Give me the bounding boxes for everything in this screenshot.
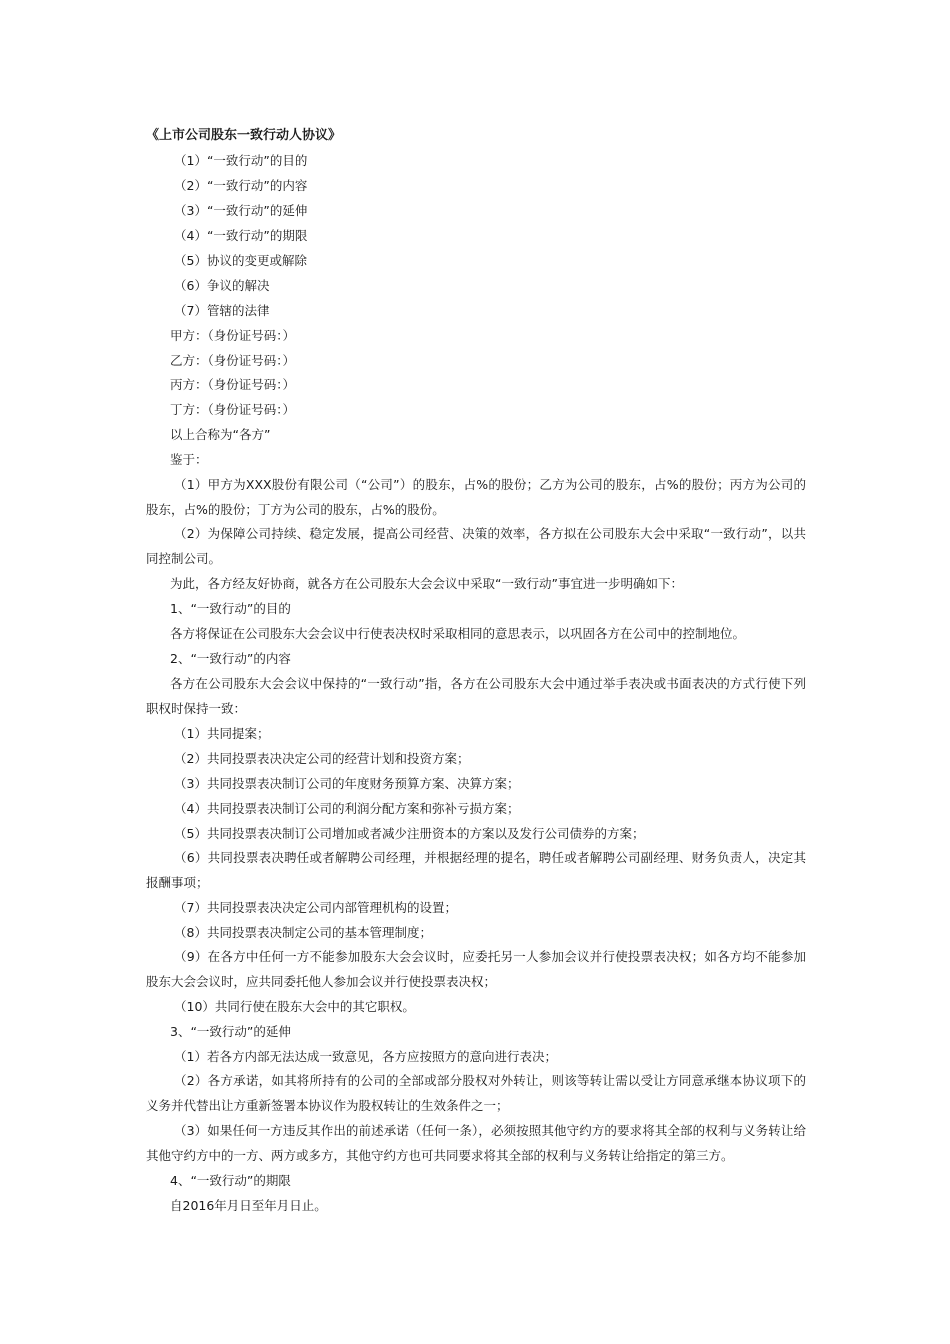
- document-title: 《上市公司股东一致行动人协议》: [146, 128, 342, 143]
- toc-item: （6）争议的解决: [174, 278, 270, 293]
- section-3-item: （3）如果任何一方违反其作出的前述承诺（任何一条），必须按照其他守约方的要求将其全部的权利与义务转让给其他守约方中的一方、两方或多方，其他守约方也可共同要求将其全部的权利与义务转让给指定的第三方。: [146, 1123, 806, 1163]
- preamble: 为此，各方经友好协商，就各方在公司股东大会会议中采取“一致行动”事宜进一步明确如下：: [170, 576, 683, 591]
- section-2-item: （4）共同投票表决制订公司的利润分配方案和弥补亏损方案；: [174, 801, 520, 816]
- section-3-item: （2）各方承诺，如其将所持有的公司的全部或部分股权对外转让，则该等转让需以受让方同意承继本协议项下的义务并代替出让方重新签署本协议作为股权转让的生效条件之一；: [146, 1073, 806, 1113]
- section-2-item: （6）共同投票表决聘任或者解聘公司经理，并根据经理的提名，聘任或者解聘公司副经理、财务负责人，决定其报酬事项；: [146, 850, 806, 890]
- section-1-text: 各方将保证在公司股东大会会议中行使表决权时采取相同的意思表示，以巩固各方在公司中的控制地位。: [170, 626, 746, 641]
- section-2-item: （9）在各方中任何一方不能参加股东大会会议时，应委托另一人参加会议并行使投票表决权；如各方均不能参加股东大会会议时，应共同委托他人参加会议并行使投票表决权；: [146, 949, 806, 989]
- section-2-item: （10）共同行使在股东大会中的其它职权。: [174, 999, 415, 1014]
- party-jia: 甲方：（身份证号码：）: [170, 328, 296, 343]
- whereas-2: （2）为保障公司持续、稳定发展，提高公司经营、决策的效率，各方拟在公司股东大会中采取“一致行动”，以共同控制公司。: [146, 526, 806, 566]
- section-3-item: （1）若各方内部无法达成一致意见，各方应按照方的意向进行表决；: [174, 1049, 557, 1064]
- section-2-item: （8）共同投票表决制定公司的基本管理制度；: [174, 925, 432, 940]
- section-2-text: 各方在公司股东大会会议中保持的“一致行动”指，各方在公司股东大会中通过举手表决或书面表决的方式行使下列职权时保持一致：: [146, 676, 806, 716]
- section-3-heading: 3、“一致行动”的延伸: [170, 1024, 291, 1039]
- section-2-item: （3）共同投票表决制订公司的年度财务预算方案、决算方案；: [174, 776, 520, 791]
- section-2-heading: 2、“一致行动”的内容: [170, 651, 291, 666]
- party-bing: 丙方：（身份证号码：）: [170, 377, 296, 392]
- section-1-heading: 1、“一致行动”的目的: [170, 601, 291, 616]
- whereas-1: （1）甲方为XXX股份有限公司（“公司”）的股东，占%的股份；乙方为公司的股东，占%的股份；丙方为公司的股东，占%的股份；丁方为公司的股东，占%的股份。: [146, 477, 806, 517]
- toc-item: （7）管辖的法律: [174, 303, 270, 318]
- section-4-heading: 4、“一致行动”的期限: [170, 1173, 291, 1188]
- toc-item: （5）协议的变更或解除: [174, 253, 307, 268]
- section-2-item: （1）共同提案；: [174, 726, 270, 741]
- collective-term: 以上合称为“各方”: [170, 427, 271, 442]
- whereas-label: 鉴于：: [170, 452, 208, 467]
- section-2-item: （7）共同投票表决决定公司内部管理机构的设置；: [174, 900, 457, 915]
- section-2-item: （5）共同投票表决制订公司增加或者减少注册资本的方案以及发行公司债券的方案；: [174, 826, 645, 841]
- toc-item: （1）“一致行动”的目的: [174, 153, 308, 168]
- section-4-text: 自2016年月日至年月日止。: [170, 1198, 327, 1213]
- party-yi: 乙方：（身份证号码：）: [170, 353, 296, 368]
- party-ding: 丁方：（身份证号码：）: [170, 402, 296, 417]
- section-2-item: （2）共同投票表决决定公司的经营计划和投资方案；: [174, 751, 470, 766]
- toc-item: （4）“一致行动”的期限: [174, 228, 308, 243]
- toc-item: （3）“一致行动”的延伸: [174, 203, 308, 218]
- toc-item: （2）“一致行动”的内容: [174, 178, 308, 193]
